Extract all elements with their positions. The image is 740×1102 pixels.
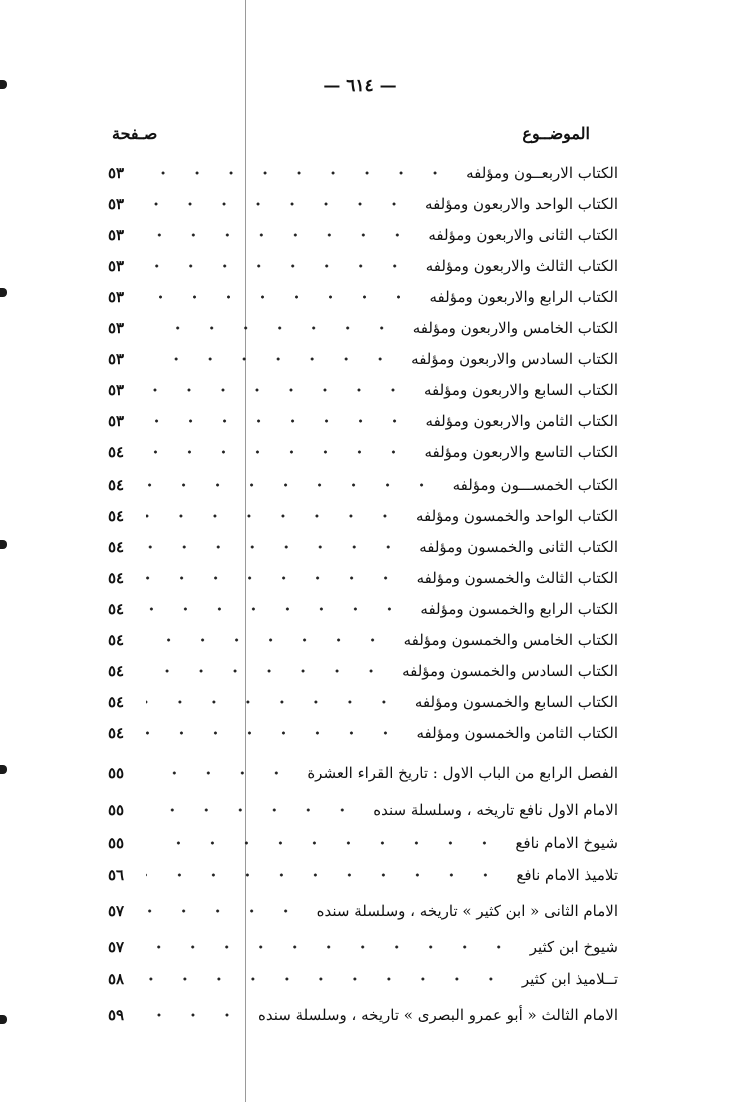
toc-entry-page: ٥٤ (108, 693, 125, 711)
toc-entry-title: الكتاب الخامس والاربعون ومؤلفه (412, 319, 618, 337)
toc-entry (108, 565, 618, 591)
toc-entry-title: الكتاب الواحد والخمسون ومؤلفه (415, 507, 618, 525)
toc-entry-title: الكتاب السادس والخمسون ومؤلفه (402, 662, 618, 680)
binding-mark (0, 288, 7, 297)
dot-leader (146, 1002, 244, 1028)
binding-mark (0, 540, 7, 549)
toc-entry-page: ٥٧ (108, 902, 125, 920)
toc-entry (108, 315, 618, 341)
toc-entry-page: ٥٣ (108, 381, 125, 399)
dot-leader (146, 966, 508, 992)
dot-leader (146, 284, 416, 310)
toc-entry-page: ٥٤ (108, 443, 125, 461)
toc-entry-title: الكتاب السادس والاربعون ومؤلفه (411, 350, 618, 368)
dot-leader (146, 565, 403, 591)
toc-entry (108, 720, 618, 746)
dot-leader (146, 898, 303, 924)
dot-leader (146, 534, 405, 560)
binding-mark (0, 80, 7, 89)
toc-entry-page: ٥٤ (108, 476, 125, 494)
toc-entry-title: الكتاب الاربعــون ومؤلفه (466, 164, 618, 182)
toc-entry-title: الكتاب السابع والخمسون ومؤلفه (414, 693, 618, 711)
toc-entry-title: الكتاب الرابع والخمسون ومؤلفه (420, 600, 618, 618)
toc-entry-title: الامام الثالث « أبو عمرو البصرى » تاريخه ، وسلسلة سنده (257, 1006, 618, 1024)
dot-leader (146, 720, 402, 746)
dot-leader (146, 346, 397, 372)
toc-entry (108, 160, 618, 186)
toc-entry-page: ٥٧ (108, 938, 125, 956)
dot-leader (146, 596, 406, 622)
dot-leader (146, 377, 410, 403)
toc-entry-page: ٥٣ (108, 350, 125, 368)
toc-entry (108, 534, 618, 560)
toc-entry-title: الكتاب الواحد والاربعون ومؤلفه (425, 195, 618, 213)
dot-leader (146, 439, 410, 465)
toc-entry-page: ٥٤ (108, 569, 125, 587)
page-column-header: صـفحة (112, 124, 158, 143)
toc-entry-page: ٥٤ (108, 724, 125, 742)
toc-entry-page: ٥٤ (108, 662, 125, 680)
binding-mark (0, 1015, 7, 1024)
toc-entry-page: ٥٤ (108, 600, 125, 618)
toc-entry-title: الكتاب السابع والاربعون ومؤلفه (423, 381, 618, 399)
toc-entry-page: ٥٤ (108, 631, 125, 649)
page-number: — ٦١٤ — (323, 76, 397, 96)
topic-column-header: الموضــوع (522, 124, 590, 143)
toc-entry-title: الكتاب الثالث والخمسون ومؤلفه (416, 569, 618, 587)
toc-entry-title: الفصل الرابع من الباب الاول : تاريخ القراء العشرة (307, 764, 618, 782)
toc-entry-page: ٥٣ (108, 319, 125, 337)
toc-entry-title: شيوخ الامام نافع (515, 834, 618, 852)
toc-entry (108, 658, 618, 684)
toc-entry-page: ٥٥ (108, 764, 125, 782)
toc-entry (108, 830, 618, 856)
toc-entry (108, 408, 618, 434)
toc-entry-page: ٥٨ (108, 970, 125, 988)
dot-leader (146, 160, 452, 186)
toc-entry (108, 284, 618, 310)
binding-mark (0, 765, 7, 774)
toc-entry (108, 966, 618, 992)
toc-entry (108, 377, 618, 403)
toc-entry-page: ٥٣ (108, 195, 125, 213)
toc-entry (108, 862, 618, 888)
toc-entry-title: الكتاب الثانى والاربعون ومؤلفه (428, 226, 618, 244)
toc-entry-page: ٥٩ (108, 1006, 125, 1024)
toc-entry-title: تــلاميذ ابن كثير (521, 970, 618, 988)
toc-entry (108, 346, 618, 372)
toc-entry (108, 439, 618, 465)
dot-leader (146, 503, 402, 529)
toc-entry (108, 503, 618, 529)
toc-entry-title: تلاميذ الامام نافع (516, 866, 618, 884)
toc-entry-page: ٥٣ (108, 257, 125, 275)
toc-entry-page: ٥٣ (108, 412, 125, 430)
toc-entry (108, 627, 618, 653)
toc-entry-page: ٥٤ (108, 538, 125, 556)
dot-leader (146, 689, 401, 715)
toc-entry (108, 760, 618, 786)
toc-entry-title: الكتاب الخمســـون ومؤلفه (452, 476, 618, 494)
dot-leader (146, 760, 293, 786)
toc-entry (108, 191, 618, 217)
toc-entry-page: ٥٤ (108, 507, 125, 525)
toc-entry-title: الكتاب الثانى والخمسون ومؤلفه (419, 538, 618, 556)
toc-entry-title: الكتاب الثالث والاربعون ومؤلفه (425, 257, 618, 275)
toc-entry (108, 1002, 618, 1028)
toc-entry-page: ٥٣ (108, 226, 125, 244)
toc-entry-title: الكتاب الثامن والخمسون ومؤلفه (416, 724, 618, 742)
dot-leader (146, 627, 390, 653)
toc-entry-title: شيوخ ابن كثير (529, 938, 618, 956)
toc-entry-page: ٥٥ (108, 801, 125, 819)
dot-leader (146, 934, 516, 960)
toc-entry-title: الامام الثانى « ابن كثير » تاريخه ، وسلسلة سنده (316, 902, 618, 920)
toc-entry-title: الكتاب الرابع والاربعون ومؤلفه (429, 288, 618, 306)
toc-entry (108, 898, 618, 924)
toc-entry-title: الامام الاول نافع تاريخه ، وسلسلة سنده (373, 801, 618, 819)
toc-entry (108, 689, 618, 715)
dot-leader (146, 253, 412, 279)
toc-entry (108, 934, 618, 960)
dot-leader (146, 862, 502, 888)
dot-leader (146, 797, 359, 823)
toc-entry (108, 222, 618, 248)
dot-leader (146, 191, 411, 217)
toc-entry-page: ٥٦ (108, 866, 125, 884)
toc-entry-title: الكتاب التاسع والاربعون ومؤلفه (424, 443, 618, 461)
dot-leader (146, 658, 388, 684)
toc-entry-page: ٥٣ (108, 288, 125, 306)
toc-entry-title: الكتاب الثامن والاربعون ومؤلفه (425, 412, 618, 430)
dot-leader (146, 408, 412, 434)
toc-entry (108, 472, 618, 498)
dot-leader (146, 315, 399, 341)
dot-leader (146, 222, 414, 248)
toc-entry-page: ٥٣ (108, 164, 125, 182)
toc-entry (108, 797, 618, 823)
toc-entry-title: الكتاب الخامس والخمسون ومؤلفه (403, 631, 618, 649)
dot-leader (146, 830, 501, 856)
toc-entry (108, 253, 618, 279)
toc-entry-page: ٥٥ (108, 834, 125, 852)
toc-entry (108, 596, 618, 622)
dot-leader (146, 472, 439, 498)
